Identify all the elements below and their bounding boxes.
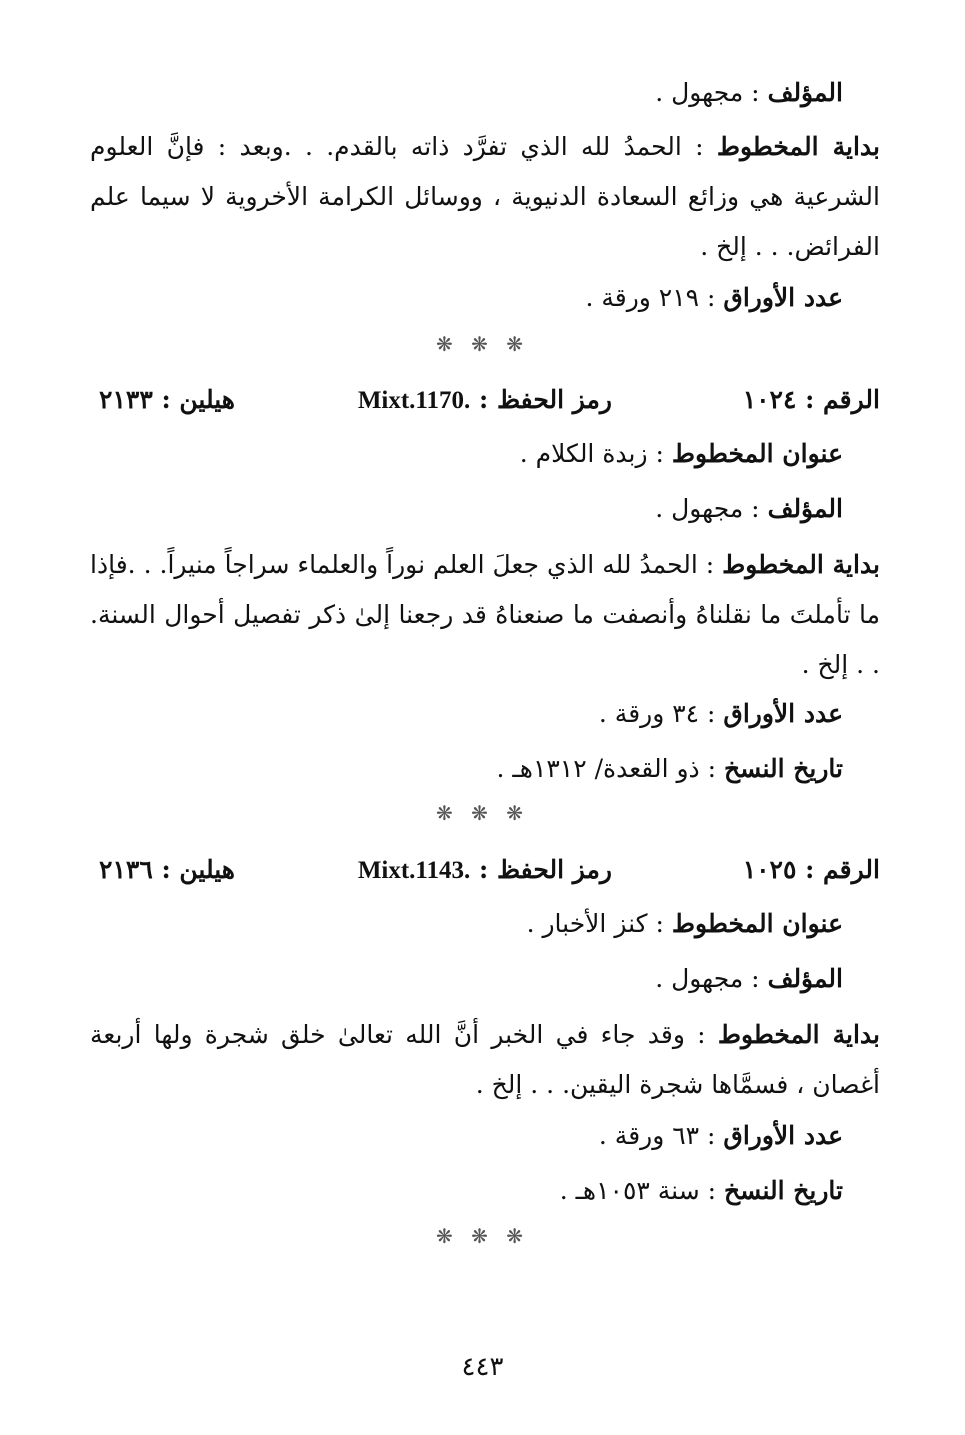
intro-incipit-paragraph: بداية المخطوط : الحمدُ لله الذي تفرَّد ذاته بالقدم. . .وبعد : فإنَّ العلوم الشرعية هي وزائع السعادة الدنيوية ، ووسائل الكرامة الأخروية لا سيما علم الفرائض. . . إلخ . — [90, 132, 880, 261]
number-label: الرقم — [823, 385, 880, 414]
hellen-label: هيلين — [179, 855, 235, 884]
entry-number: الرقم : ١٠٢٥ — [742, 855, 880, 884]
author-value: مجهول . — [655, 964, 744, 993]
leaves-line: عدد الأوراق : ٦٣ ورقة . — [598, 1121, 843, 1150]
shelfmark-value: Mixt.1143. — [357, 857, 471, 884]
leaves-value: ٢١٩ ورقة . — [585, 283, 700, 312]
hellen-value: ٢١٣٦ — [99, 855, 153, 884]
incipit-paragraph: بداية المخطوط : الحمدُ لله الذي جعلَ العلم نوراً والعلماء سراجاً منيراً. . .فإذا ما تأملتَ ما نقلناهُ وأنصفت ما صنعناهُ قد رجعنا إلىٰ ذكر تفصيل أحوال السنة. . . إلخ . — [90, 550, 880, 679]
intro-author-line: المؤلف : مجهول . — [655, 78, 843, 107]
author-label: المؤلف — [767, 494, 843, 523]
shelfmark-label: رمز الحفظ — [496, 385, 612, 414]
leaves-label: عدد الأوراق — [723, 283, 843, 312]
author-line: المؤلف : مجهول . — [655, 964, 843, 993]
entry-shelfmark: رمز الحفظ : Mixt.1143. — [357, 855, 612, 884]
copy-date-value: ذو القعدة/ ١٣١٢هـ . — [496, 754, 700, 783]
number-label: الرقم — [823, 855, 880, 884]
shelfmark-label: رمز الحفظ — [496, 855, 612, 884]
section-separator: ❋ ❋ ❋ — [436, 1224, 529, 1248]
leaves-line: عدد الأوراق : ٣٤ ورقة . — [598, 699, 843, 728]
title-line: عنوان المخطوط : كنز الأخبار . — [526, 909, 843, 938]
shelfmark-value: Mixt.1170. — [357, 387, 471, 414]
number-value: ١٠٢٥ — [742, 855, 797, 884]
copy-date-value: سنة ١٠٥٣هـ . — [559, 1176, 700, 1205]
title-line: عنوان المخطوط : زبدة الكلام . — [519, 439, 843, 468]
intro-leaves-line: عدد الأوراق : ٢١٩ ورقة . — [585, 283, 843, 312]
section-separator: ❋ ❋ ❋ — [436, 801, 529, 825]
author-label: المؤلف — [767, 78, 843, 107]
incipit-label: بداية المخطوط — [716, 132, 880, 161]
title-value: زبدة الكلام . — [519, 439, 648, 468]
copy-date-label: تاريخ النسخ — [724, 754, 843, 783]
page-number: ٤٤٣ — [461, 1352, 504, 1382]
leaves-label: عدد الأوراق — [723, 699, 843, 728]
incipit-label: بداية المخطوط — [717, 1020, 880, 1049]
entry-shelfmark: رمز الحفظ : Mixt.1170. — [357, 385, 612, 414]
copy-date-line: تاريخ النسخ : سنة ١٠٥٣هـ . — [559, 1176, 843, 1205]
entry-hellen-number: هيلين : ٢١٣٦ — [99, 855, 235, 884]
leaves-value: ٣٤ ورقة . — [598, 699, 700, 728]
hellen-value: ٢١٣٣ — [99, 385, 153, 414]
author-value: مجهول . — [655, 78, 744, 107]
leaves-label: عدد الأوراق — [723, 1121, 843, 1150]
incipit-text: وقد جاء في الخبر أنَّ الله تعالىٰ خلق شجرة ولها أربعة أغصان ، فسمَّاها شجرة اليقين. . . إلخ . — [90, 1020, 880, 1099]
section-separator: ❋ ❋ ❋ — [436, 332, 529, 356]
incipit-text: الحمدُ لله الذي تفرَّد ذاته بالقدم. . .وبعد : فإنَّ العلوم الشرعية هي وزائع السعادة الدنيوية ، ووسائل الكرامة الأخروية لا سيما علم الفرائض. . . إلخ . — [90, 132, 880, 261]
title-label: عنوان المخطوط — [671, 909, 843, 938]
leaves-value: ٦٣ ورقة . — [598, 1121, 700, 1150]
copy-date-line: تاريخ النسخ : ذو القعدة/ ١٣١٢هـ . — [496, 754, 843, 783]
copy-date-label: تاريخ النسخ — [724, 1176, 843, 1205]
title-value: كنز الأخبار . — [526, 909, 648, 938]
incipit-label: بداية المخطوط — [722, 550, 880, 579]
author-label: المؤلف — [767, 964, 843, 993]
author-line: المؤلف : مجهول . — [655, 494, 843, 523]
incipit-paragraph: بداية المخطوط : وقد جاء في الخبر أنَّ الله تعالىٰ خلق شجرة ولها أربعة أغصان ، فسمَّاها شجرة اليقين. . . إلخ . — [90, 1020, 880, 1099]
hellen-label: هيلين — [179, 385, 235, 414]
incipit-text: الحمدُ لله الذي جعلَ العلم نوراً والعلماء سراجاً منيراً. . .فإذا ما تأملتَ ما نقلناهُ وأنصفت ما صنعناهُ قد رجعنا إلىٰ ذكر تفصيل أحوال السنة. . . إلخ . — [90, 550, 880, 679]
entry-number: الرقم : ١٠٢٤ — [742, 385, 880, 414]
number-value: ١٠٢٤ — [742, 385, 797, 414]
title-label: عنوان المخطوط — [671, 439, 843, 468]
entry-hellen-number: هيلين : ٢١٣٣ — [99, 385, 235, 414]
author-value: مجهول . — [655, 494, 744, 523]
